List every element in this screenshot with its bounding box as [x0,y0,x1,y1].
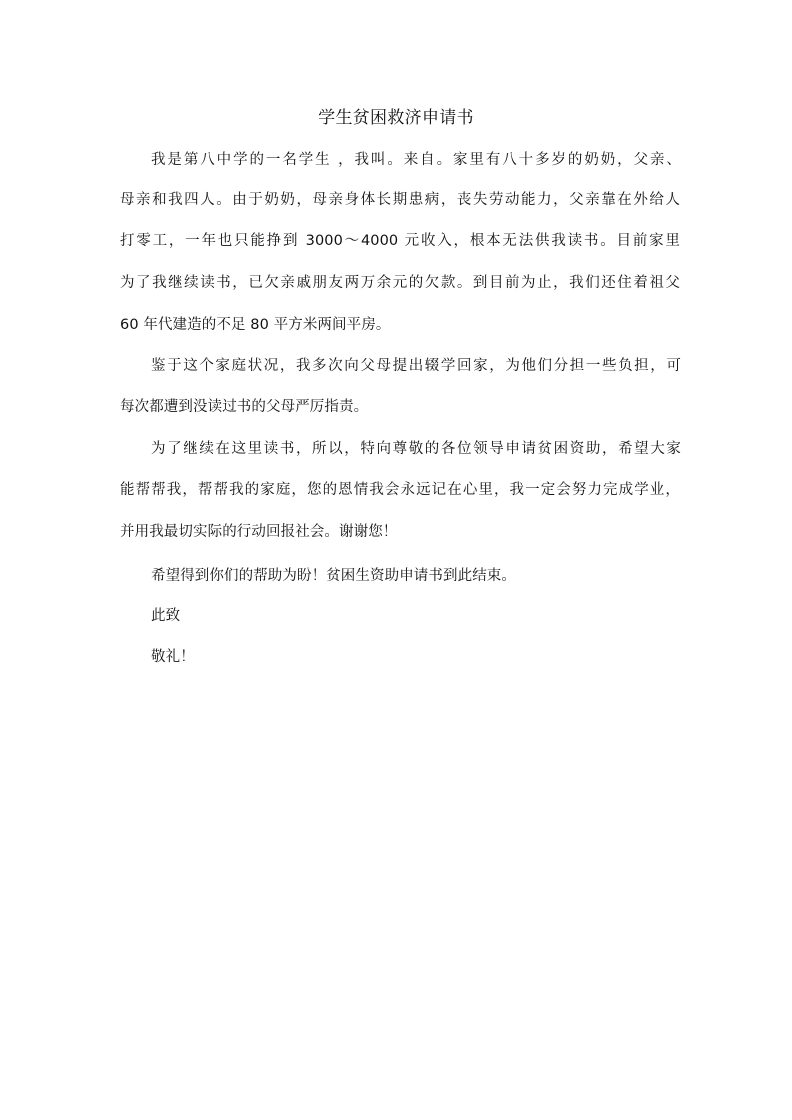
paragraph-1-line-1: 我是第八中学的一名学生 ，我叫。来自。家里有八十多岁的奶奶，父亲、 [151,152,681,168]
closing-salutation: 此致 [151,608,181,624]
paragraph-1-line-5: 60 年代建造的不足 80 平方米两间平房。 [120,317,391,333]
document-title: 学生贫困救济申请书 [318,108,474,128]
closing-respect: 敬礼！ [151,649,195,665]
paragraph-2-line-1: 鉴于这个家庭状况，我多次向父母提出辍学回家，为他们分担一些负担，可 [151,358,681,374]
paragraph-3-line-2: 能帮帮我，帮帮我的家庭，您的恩情我会永远记在心里，我一定会努力完成学业， [120,482,680,498]
paragraph-3-line-1: 为了继续在这里读书，所以，特向尊敬的各位领导申请贫困资助，希望大家 [151,441,681,457]
paragraph-1-line-4: 为了我继续读书，已欠亲戚朋友两万余元的欠款。到目前为止，我们还住着祖父 [120,275,680,291]
paragraph-2-line-2: 每次都遭到没读过书的父母严厉指责。 [120,399,369,415]
paragraph-4: 希望得到你们的帮助为盼！贫困生资助申请书到此结束。 [151,568,516,584]
paragraph-1-line-2: 母亲和我四人。由于奶奶，母亲身体长期患病，丧失劳动能力，父亲靠在外给人 [120,192,680,208]
paragraph-1-line-3: 打零工，一年也只能挣到 3000～4000 元收入，根本无法供我读书。目前家里 [120,233,680,249]
paragraph-3-line-3: 并用我最切实际的行动回报社会。谢谢您！ [120,524,398,540]
